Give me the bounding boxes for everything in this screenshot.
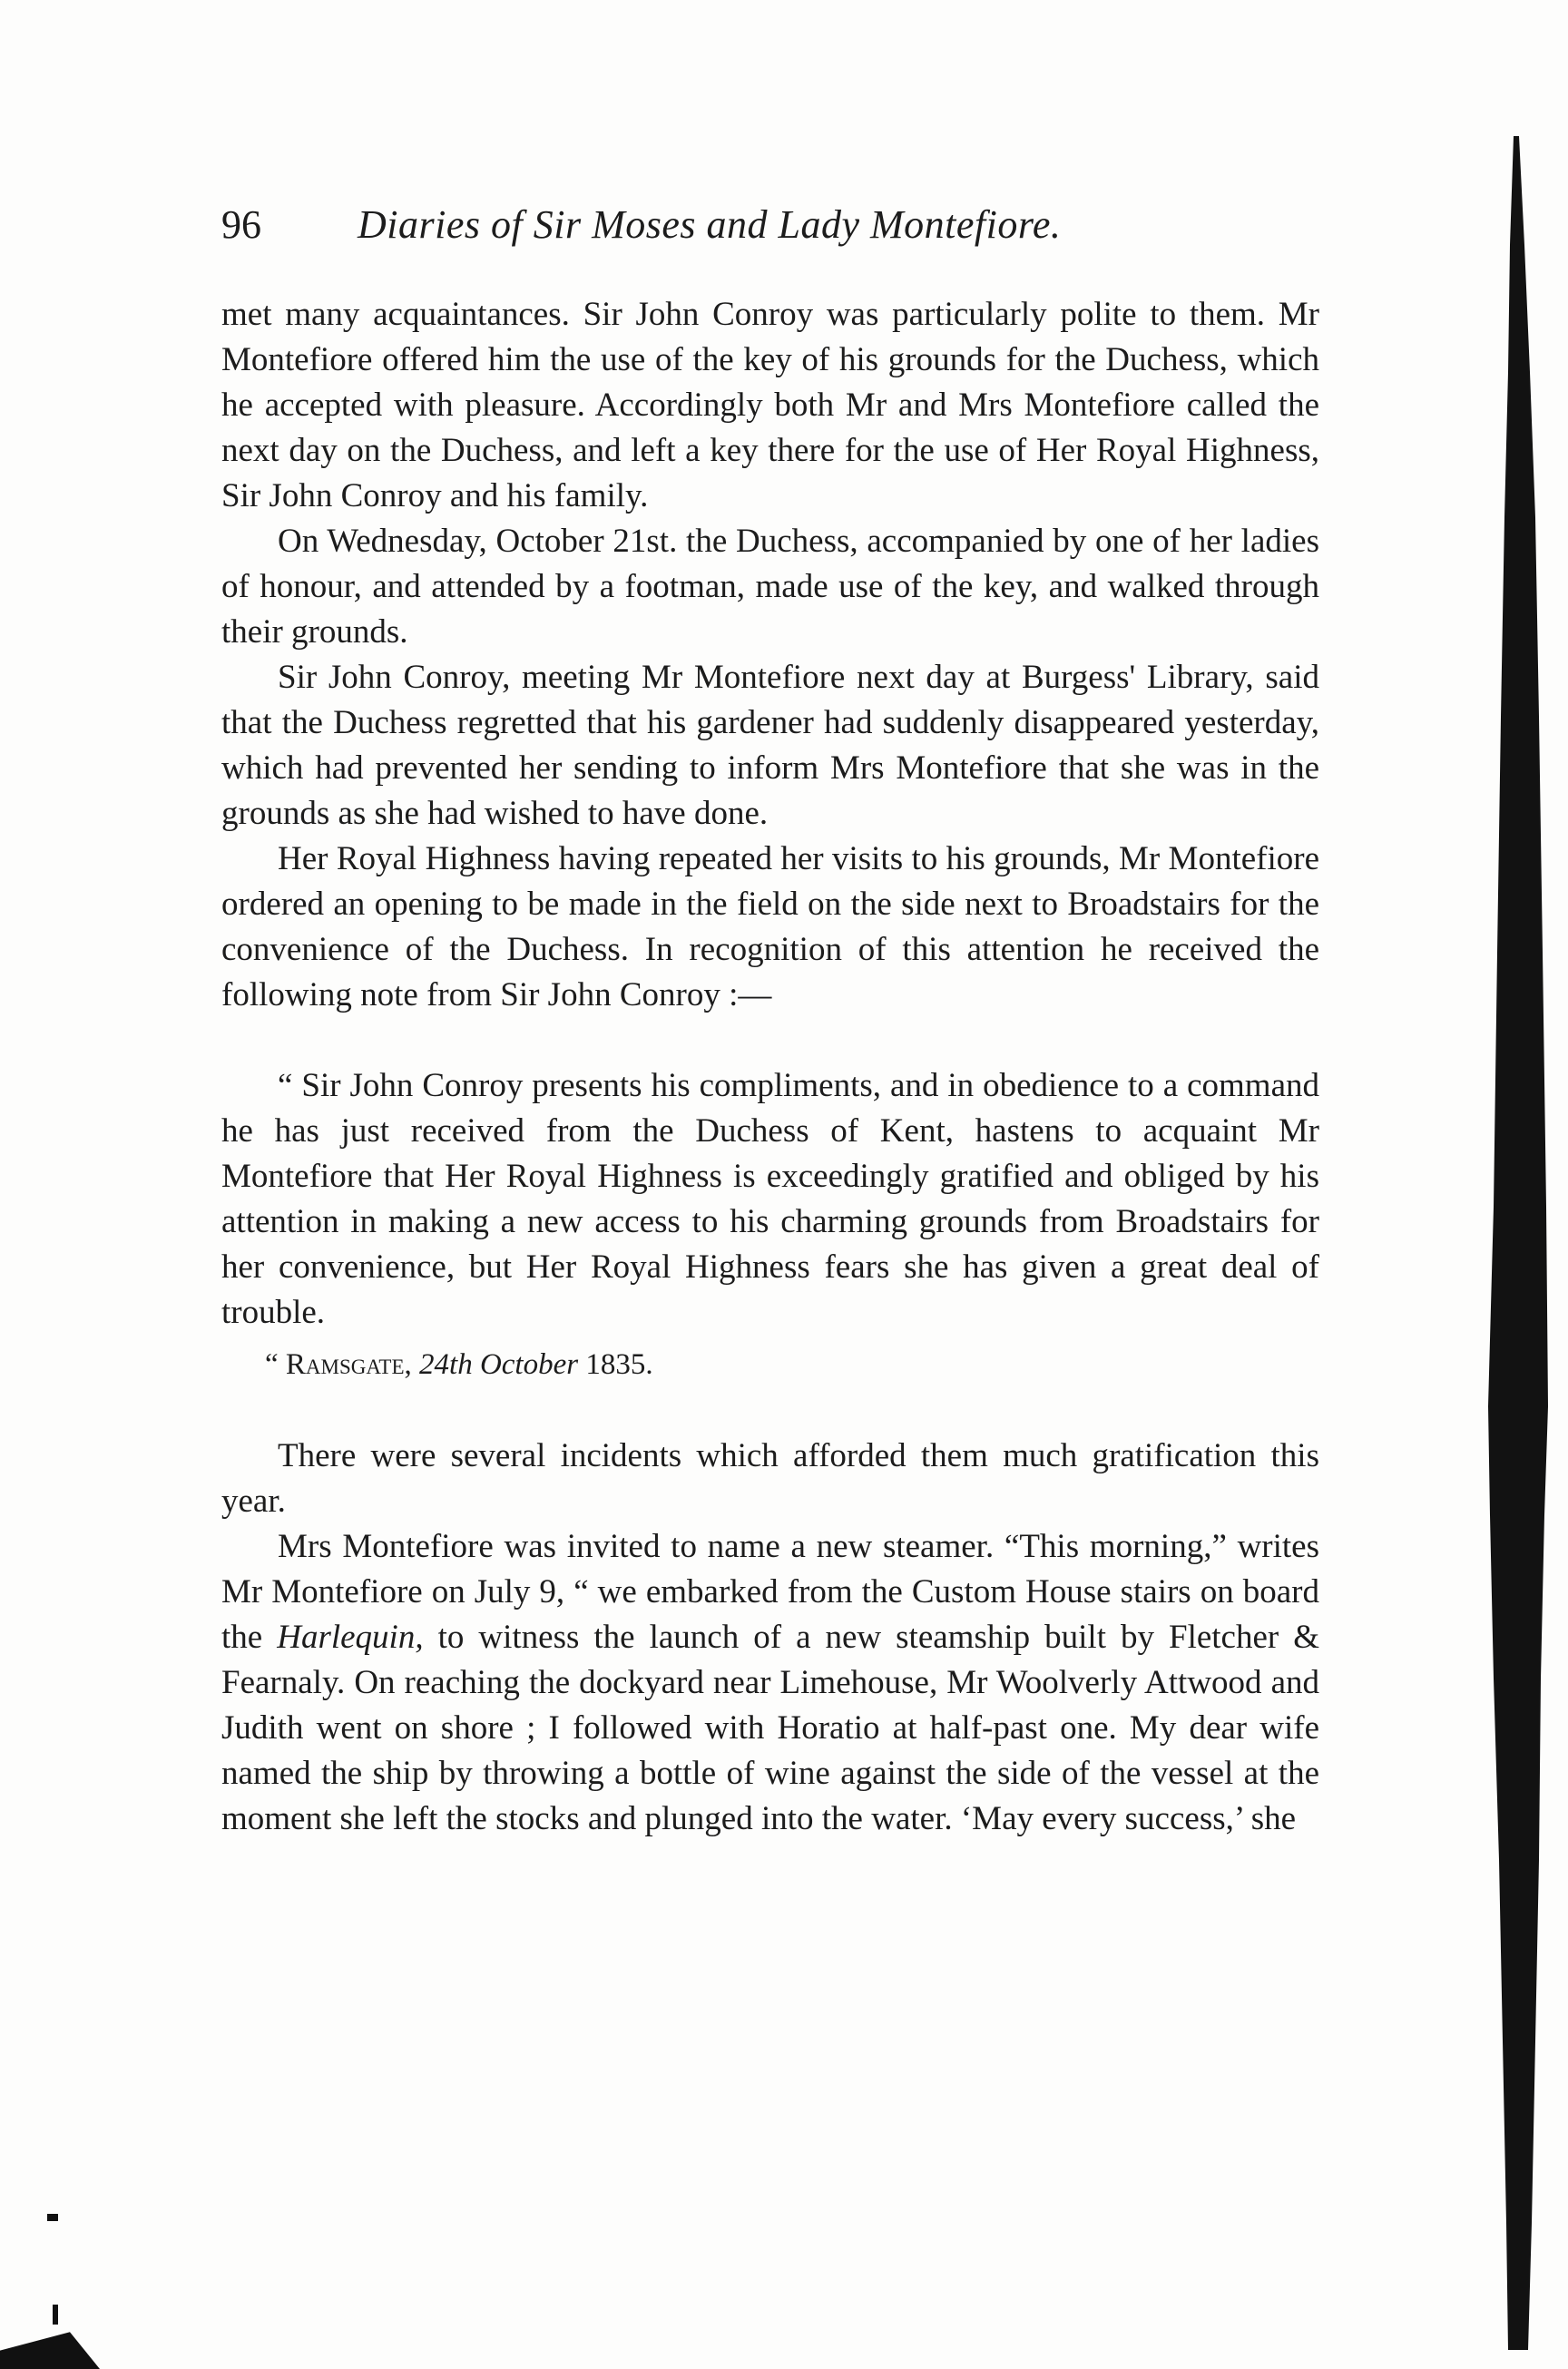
letter-date-day: 24th (419, 1348, 473, 1381)
page-number: 96 (221, 202, 261, 247)
letter-date-year: 1835. (585, 1348, 653, 1381)
running-header (221, 198, 1319, 252)
letter-dateline (221, 1343, 1319, 1386)
paragraph (221, 1524, 1319, 1842)
paragraph-text: to witness the launch of a new steamship built by Fletcher & Fearnaly. On reaching the dockyard near Limehouse, Mr Woolverly Attwood and Judith went on shore ; I followed with Horatio at half-past one. My dear wife named the ship by throwing a bottle of wine against the side of the vessel at the moment she left the stocks and plunged into the water. ‘May every success,’ she (221, 1619, 1320, 1837)
scan-edge-shadow (1488, 136, 1550, 2350)
paragraph-text: Mrs Montefiore was invited to name a new steamer. “This morning,” writes Mr Montefiore on July 9, “ we embarked from the Custom House stairs on board the (221, 1528, 1319, 1656)
ship-name: Harlequin, (277, 1619, 424, 1656)
running-title: Diaries of Sir Moses and Lady Montefiore. (358, 202, 1062, 247)
scan-corner-artifact (0, 2323, 100, 2369)
paragraph: There were several incidents which afforded them much gratification this year. (221, 1437, 1319, 1520)
paragraph: met many acquaintances. Sir John Conroy was particularly polite to them. Mr Montefiore offered him the use of the key of his grounds for the Duchess, which he accepted with pleasure. Accordingly both Mr and Mrs Montefiore called the next day on the Duchess, and left a key there for the use of Her Royal Highness, Sir John Conroy and his family. (221, 296, 1319, 514)
scan-speck (47, 2214, 58, 2221)
paragraph: On Wednesday, October 21st. the Duchess, accompanied by one of her ladies of honour, and attended by a footman, made use of the key, and walked through their grounds. (221, 523, 1319, 651)
paragraph: Sir John Conroy, meeting Mr Montefiore next day at Burgess' Library, said that the Duchess regretted that his gardener had suddenly disappeared yesterday, which had prevented her sending to inform Mrs Montefiore that she was in the grounds as she had wished to have done. (221, 659, 1319, 832)
letter-body: “ Sir John Conroy presents his compliments, and in obedience to a command he has just received from the Duchess of Kent, hastens to acquaint Mr Montefiore that Her Royal Highness is exceedingly gratified and obliged by his attention in making a new access to his charming grounds from Broadstairs for her convenience, but Her Royal Highness fears she has given a great deal of trouble. (221, 1067, 1319, 1331)
body-text (221, 292, 1319, 1842)
letter-place: “ Ramsgate, (265, 1348, 412, 1381)
scan-speck (53, 2305, 58, 2325)
letter-date-month: October (479, 1348, 579, 1381)
paragraph: Her Royal Highness having repeated her visits to his grounds, Mr Montefiore ordered an opening to be made in the field on the side next to Broadstairs for the convenience of the Duchess. In recognition of this attention he received the following note from Sir John Conroy :— (221, 840, 1319, 1013)
